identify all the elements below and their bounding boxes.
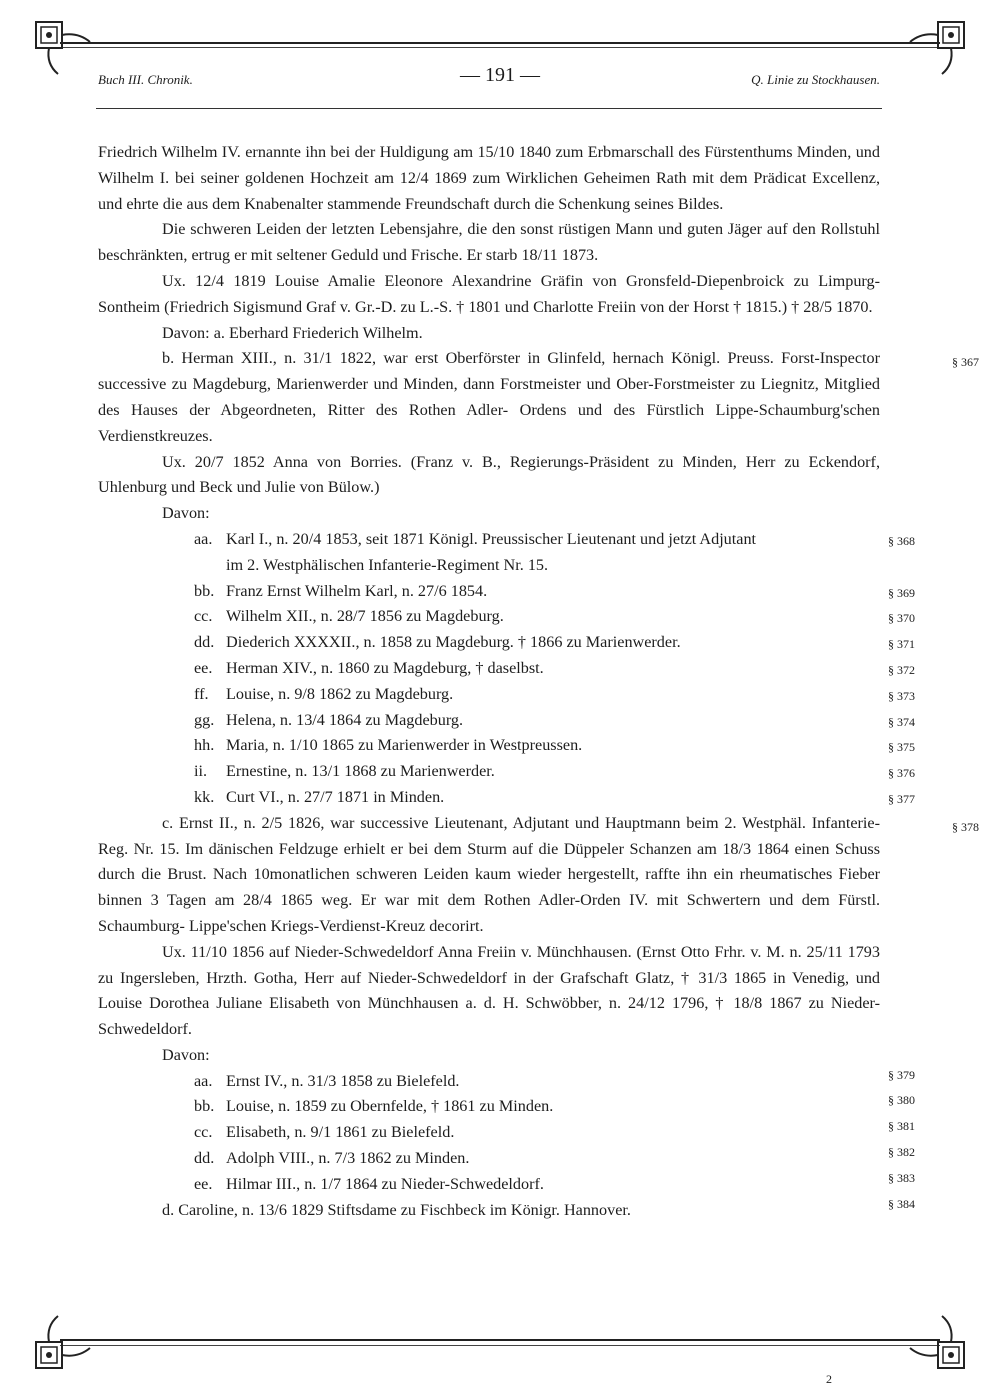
section-ref: § 373 — [888, 688, 915, 703]
text-line: Die schweren Leiden der letzten Lebensjahre, die den sonst rüstigen Mann und guten — [162, 220, 724, 239]
paragraph-ux-anna — [98, 450, 880, 502]
section-ref: § 371 — [888, 637, 915, 652]
text-line: v. M. n. 25/11 1793 zu Ingersleben, Hrzth. Gotha, Herr auf Nieder-Schwedeldorf in der Grafschaft — [98, 942, 880, 987]
list-item: ee. Herman XIV., n. 1860 zu Magdeburg, † daselbst. § 372 — [98, 656, 880, 682]
text-line: Glatz, † 31/3 1865 in Venedig, und Louise Dorothea Juliane Elisabeth von Münchhausen a. d. H. — [98, 968, 881, 1013]
running-head-left: Buch III. Chronik. — [98, 72, 193, 87]
list-item: aa. Ernst IV., n. 31/3 1858 zu Bielefeld. § 379 — [98, 1069, 880, 1095]
text-line: Leiden kaum wieder hergestellt, raffte ihn ein rheumatisches Fieber binnen 3 Tagen am 28/4 1865 — [98, 865, 881, 910]
list-item: cc. Wilhelm XII., n. 28/7 1856 zu Magdeburg. § 370 — [98, 604, 880, 630]
list-item: bb. Louise, n. 1859 zu Obernfelde, † 1861 zu Minden. § 380 — [98, 1094, 880, 1120]
list-item: ff. Louise, n. 9/8 1862 zu Magdeburg. § 373 — [98, 682, 880, 708]
paragraph-ux-muenchhausen — [98, 940, 880, 1043]
text-line: b. Herman XIII., n. 31/1 1822, war erst Oberförster in Glinfeld, hernach Königl. Preuss. — [162, 349, 774, 368]
paragraph-ux-louise — [98, 269, 880, 321]
text-line: Limpurg-Sontheim (Friedrich Sigismund Graf v. Gr.-D. zu L.-S. † 1801 und Charlotte Freiin von — [98, 271, 880, 316]
frame-top-rule-inner — [60, 47, 940, 48]
text-line: Jäger auf den Rollstuhl beschränkten, ertrug er mit seltener Geduld und Frische. Er starb — [98, 220, 881, 265]
list-heading: Davon: — [162, 1045, 210, 1064]
section-ref: § 374 — [888, 714, 915, 729]
section-ref: § 383 — [888, 1170, 915, 1185]
section-ref: § 384 — [888, 1196, 915, 1211]
list-item: dd. Adolph VIII., n. 7/3 1862 zu Minden. § 382 — [98, 1146, 880, 1172]
text-line: Ober-Forstmeister zu Liegnitz, Mitglied des Hauses der Abgeordneten, Ritter des Rothen Adler- — [98, 375, 880, 419]
paragraph-huldigung — [98, 140, 880, 217]
text-line: c. Ernst II., n. 2/5 1826, war successive Lieutenant, Adjutant und Hauptmann beim — [162, 813, 719, 832]
section-ref: § 376 — [888, 766, 915, 781]
section-ref: § 375 — [888, 740, 915, 755]
section-ref: § 379 — [888, 1067, 915, 1082]
paragraph-ernst-ii — [98, 811, 979, 940]
text-line: 18/11 1873. — [521, 246, 599, 265]
text-line: weg. Er war mit dem Rothen Adler-Orden IV. mit Schwertern und dem Fürstl. Schaumburg- — [98, 891, 881, 935]
text-line: Lippe'schen Kriegs-Verdienst-Kreuz decorirt. — [188, 916, 484, 935]
text-line: Ux. 12/4 1819 Louise Amalie Eleonore Alexandrine Gräfin von Gronsfeld-Diepenbroick zu — [162, 271, 809, 290]
text-line: 2. Westphäl. Infanterie-Reg. Nr. 15. Im dänischen Feldzuge erhielt er bei dem Sturm auf die — [98, 813, 880, 858]
section-ref: § 369 — [888, 585, 915, 600]
frame-top-rule — [60, 42, 940, 44]
list-item: cc. Elisabeth, n. 9/1 1861 zu Bielefeld. § 381 — [98, 1120, 880, 1146]
frame-bottom-rule-inner — [60, 1345, 940, 1346]
paragraph-herman-xiii — [98, 346, 979, 449]
page-number: — 191 — — [460, 64, 540, 86]
list-item: ii. Ernestine, n. 13/1 1868 zu Marienwerder. § 376 — [98, 759, 880, 785]
list-item: aa. Karl I., n. 20/4 1853, seit 1871 Königl. Preussischer Lieutenant und jetzt Adjutant § 368 — [98, 527, 880, 553]
list-item: d. Caroline, n. 13/6 1829 Stiftsdame zu Fischbeck im Königr. Hannover. § 384 — [98, 1198, 880, 1224]
running-head-right: Q. Linie zu Stockhausen. — [751, 72, 880, 87]
section-ref: § 377 — [888, 791, 915, 806]
list-item: im 2. Westphälischen Infanterie-Regiment Nr. 15. — [226, 555, 549, 574]
text-line: Ux. 20/7 1852 Anna von Borries. (Franz v. B., Regierungs-Präsident zu Minden, Herr — [162, 452, 776, 471]
list-heading: Davon: — [162, 504, 210, 523]
text-line: Düppeler Schanzen am 18/3 1864 einen Schuss durch die Brust. Nach 10monatlichen schweren — [98, 839, 881, 884]
text-line: Ordens und des Fürstlich Lippe-Schaumburg'schen Verdienstkreuzes. — [98, 400, 881, 445]
page-body — [98, 140, 979, 1223]
section-ref: § 378 — [952, 819, 979, 834]
ornament-corner-bottom-left-icon — [28, 1306, 98, 1376]
paragraph-leiden — [98, 217, 880, 269]
list-item: hh. Maria, n. 1/10 1865 zu Marienwerder in Westpreussen. § 375 — [98, 733, 880, 759]
list-item: ee. Hilmar III., n. 1/7 1864 zu Nieder-Schwedeldorf. § 383 — [98, 1172, 880, 1198]
text-line: Friedrich Wilhelm IV. ernannte ihn bei der Huldigung am 15/10 1840 zum Erbmarschall des — [98, 143, 700, 161]
list-item: gg. Helena, n. 13/4 1864 zu Magdeburg. § 374 — [98, 708, 880, 734]
section-ref: § 382 — [888, 1145, 915, 1160]
section-ref: § 381 — [888, 1119, 915, 1134]
frame-bottom-rule — [60, 1339, 940, 1341]
text-line: Ux. 11/10 1856 auf Nieder-Schwedeldorf Anna Freiin v. Münchhausen. (Ernst Otto Frhr. — [162, 942, 746, 961]
text-line: Forst-Inspector successive zu Magdeburg, Marienwerder und Minden, dann Forstmeister und — [98, 349, 880, 394]
list-item: bb. Franz Ernst Wilhelm Karl, n. 27/6 1854. § 369 — [98, 579, 880, 605]
signature-mark: 2 — [826, 1372, 832, 1386]
list-item: kk. Curt VI., n. 27/7 1871 in Minden. § 377 — [98, 785, 880, 811]
text-line: Schwöbber, n. 24/12 1796, † 18/8 1867 zu Nieder-Schwedeldorf. — [98, 994, 881, 1039]
text-line: Freundschaft durch die Schenkung seines Bildes. — [405, 194, 724, 213]
text-line: zu Eckendorf, Uhlenburg und Beck und Julie von Bülow.) — [98, 452, 880, 497]
section-ref: § 372 — [888, 662, 915, 677]
list-item: Davon: a. Eberhard Friederich Wilhelm. — [162, 323, 423, 342]
text-line: Fürstenthums Minden, und Wilhelm I. bei seiner goldenen Hochzeit am 12/4 1869 zum Wirklichen — [98, 143, 880, 187]
text-line: Geheimen Rath mit dem Prädicat Excellenz, und ehrte die aus dem Knabenalter stammende — [98, 168, 880, 213]
section-ref: § 368 — [888, 533, 915, 548]
section-ref: § 380 — [888, 1093, 915, 1108]
list-item: dd. Diederich XXXXII., n. 1858 zu Magdeburg. † 1866 zu Marienwerder. § 371 — [98, 630, 880, 656]
ornament-corner-bottom-right-icon — [902, 1306, 972, 1376]
header-rule — [96, 108, 882, 109]
text-line: der Horst † 1815.) † 28/5 1870. — [668, 297, 873, 316]
section-ref: § 370 — [888, 611, 915, 626]
section-ref: § 367 — [952, 355, 979, 370]
